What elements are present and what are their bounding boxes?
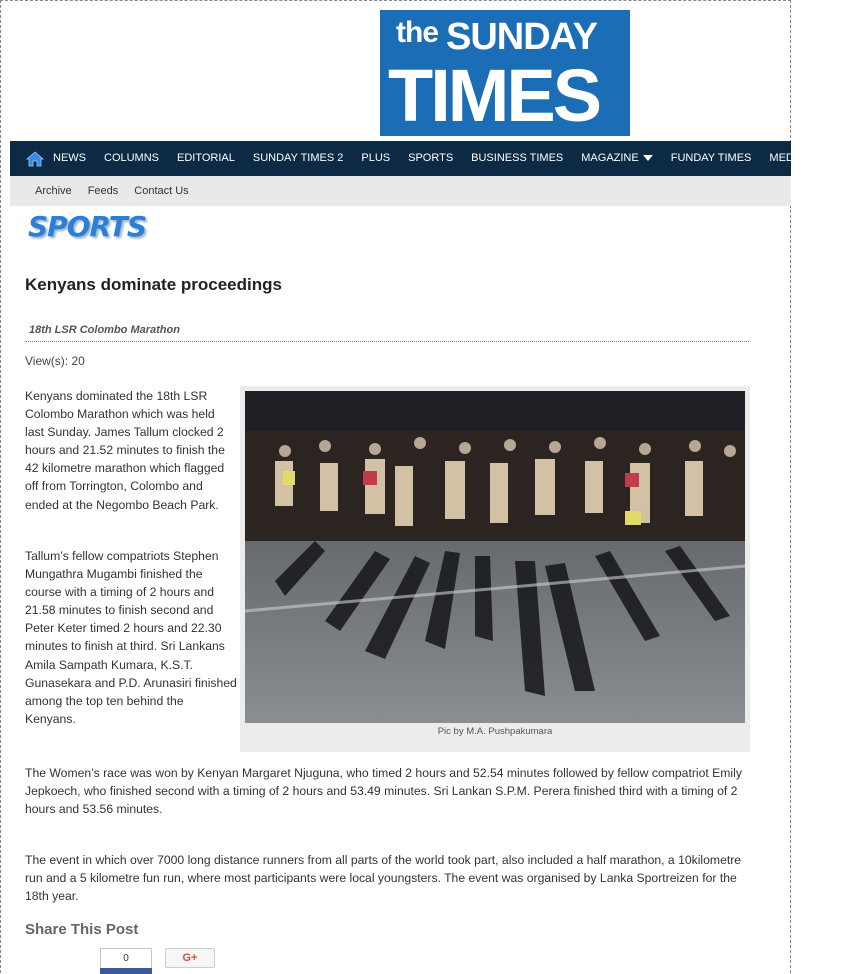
- facebook-share-button[interactable]: [100, 968, 152, 974]
- nav-magazine[interactable]: [572, 141, 661, 176]
- nav-sunday-times-2[interactable]: SUNDAY TIMES 2: [252, 152, 344, 164]
- main-nav: [10, 141, 835, 176]
- nav-mediscene[interactable]: MEDISCENE: [769, 152, 835, 164]
- section-banner: SPORTS: [28, 210, 147, 243]
- paragraph-4: The event in which over 7000 long distance runners from all parts of the world took part, also included a half marathon, a 10kilometre run and a 5 kilometre fun run, where most participants were local youngsters. The event was organised by Lanka Sportreizen for the 18th year.: [25, 853, 742, 904]
- nav-magazine-label: MAGAZINE: [581, 152, 639, 164]
- article-photo-box: [240, 386, 750, 752]
- view-count: View(s): 20: [25, 354, 85, 368]
- share-title: Share This Post: [25, 921, 139, 938]
- logo-the: the: [396, 16, 438, 49]
- google-plus-button[interactable]: G+: [165, 948, 215, 968]
- nav-funday-times[interactable]: FUNDAY TIMES: [670, 152, 752, 164]
- home-icon[interactable]: [26, 141, 44, 176]
- facebook-share-count[interactable]: 0: [100, 948, 152, 974]
- nav-sports[interactable]: SPORTS: [408, 152, 454, 164]
- article-subtitle: [25, 318, 749, 342]
- paragraph-2: Tallum’s fellow compatriots Stephen Mungathra Mugambi finished the course with a timing of 2 hours and 21.58 minutes to finish second and Peter Keter timed 2 hours and 22.30 minutes to finish at third. Sri Lankans Amila Sampath Kumara, K.S.T. Gunasekara and P.D. Arunasiri finished among the top ten behind the Kenyans.: [25, 549, 237, 726]
- article-title: Kenyans dominate proceedings: [25, 275, 282, 294]
- paragraph-3: The Women’s race was won by Kenyan Margaret Njuguna, who timed 2 hours and 52.54 minutes followed by fellow compatriot Emily Jepkoech, who finished second with a timing of 2 hours and 53.49 minutes. Sri Lankan S.P.M. Perera finished third with a timing of 2 hours and 53.56 minutes.: [25, 766, 742, 817]
- marathon-photo[interactable]: [245, 391, 745, 723]
- subnav-contact-us[interactable]: Contact Us: [134, 185, 189, 197]
- nav-business-times[interactable]: BUSINESS TIMES: [471, 152, 564, 164]
- article-subtitle-text: 18th LSR Colombo Marathon: [29, 324, 180, 336]
- subnav-archive[interactable]: Archive: [35, 185, 72, 197]
- nav-plus[interactable]: PLUS: [361, 152, 391, 164]
- nav-editorial[interactable]: EDITORIAL: [177, 152, 235, 164]
- nav-news[interactable]: NEWS: [53, 152, 86, 164]
- logo-sunday: SUNDAY: [446, 16, 597, 58]
- subnav-feeds[interactable]: Feeds: [87, 185, 119, 197]
- sunday-times-logo[interactable]: [380, 10, 630, 136]
- photo-caption: Pic by M.A. Pushpakumara: [437, 726, 553, 737]
- logo-times: TIMES: [388, 54, 600, 137]
- sub-nav: [10, 176, 791, 206]
- chevron-down-icon: [643, 155, 653, 161]
- nav-columns[interactable]: COLUMNS: [104, 152, 160, 164]
- paragraph-1: Kenyans dominated the 18th LSR Colombo Marathon which was held last Sunday. James Tallum clocked 2 hours and 21.52 minutes to finish the 42 kilometre marathon which flagged off from Torrington, Colombo and ended at the Negombo Beach Park.: [25, 389, 225, 512]
